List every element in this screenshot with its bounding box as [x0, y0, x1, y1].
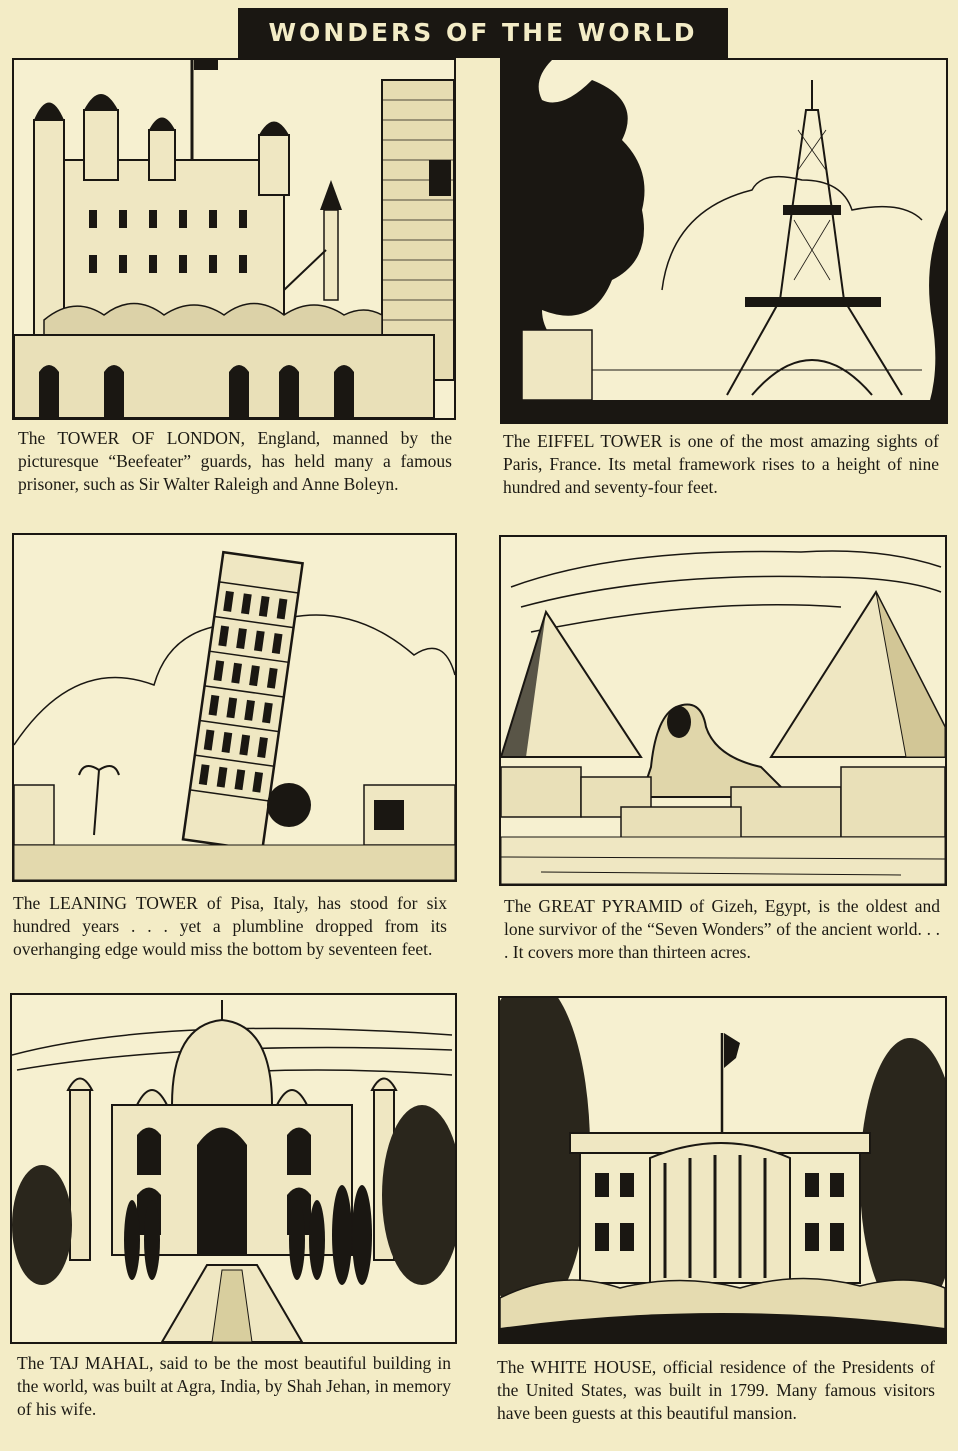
white-house-caption: The WHITE HOUSE, official residence of the Presidents of the United States, was built in 1799. Many famous visitors have been guests at this beautiful mansion. — [497, 1357, 935, 1423]
eiffel-tower-caption: The EIFFEL TOWER is one of the most amazing sights of Paris, France. Its metal framework rises to a height of nine hundred and seventy-four feet. — [503, 431, 939, 497]
taj-mahal-illustration — [10, 993, 457, 1344]
eiffel-tower-illustration — [500, 58, 948, 424]
leaning-tower-caption: The LEANING TOWER of Pisa, Italy, has stood for six hundred years . . . yet a plumbline dropped from its overhanging edge would miss the bottom by seventeen feet. — [13, 893, 447, 959]
leaning-tower-illustration — [12, 533, 457, 882]
tower-of-london-caption: The TOWER OF LONDON, England, manned by the picturesque “Beefeater” guards, has held many a famous prisoner, such as Sir Walter Raleigh and Anne Boleyn. — [18, 428, 452, 494]
tower-of-london-illustration — [12, 58, 456, 420]
taj-mahal-caption: The TAJ MAHAL, said to be the most beautiful building in the world, was built at Agra, India, by Shah Jehan, in memory of his wife. — [17, 1353, 452, 1419]
great-pyramid-caption: The GREAT PYRAMID of Gizeh, Egypt, is the oldest and lone survivor of the “Seven Wonders” of the ancient world. . . . It covers more than thirteen acres. — [504, 896, 940, 962]
white-house-illustration — [498, 996, 947, 1344]
page-title: WONDERS OF THE WORLD — [238, 8, 728, 58]
great-pyramid-illustration — [499, 535, 947, 886]
